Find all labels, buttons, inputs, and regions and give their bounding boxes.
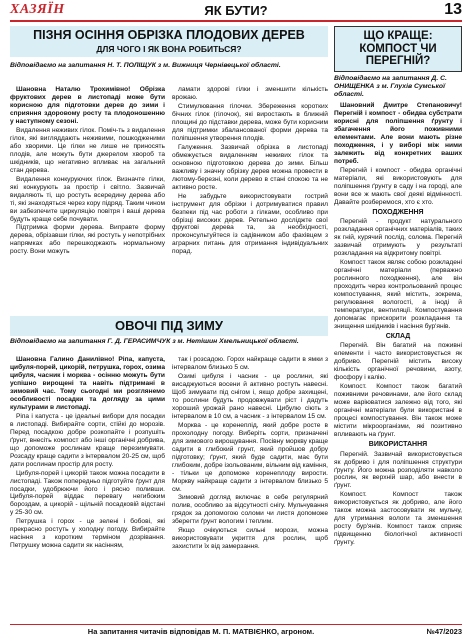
article2-title: ОВОЧІ ПІД ЗИМУ [10, 316, 328, 336]
page-footer [10, 624, 462, 638]
article1-para: ламати здорові гілки і зменшити кількість врожаю. [172, 86, 328, 101]
article1-para: Не забудьте використовувати гострий інструмент для обрізки і дотримуватися правил безпеки під час роботи з гілками, особливо при обрізці високих дерев. Ретельно досліджте свої фруктові дерева та, за необхідності, проконсультуйтеся із садівником або фахівцем з аграрних питань для отримання індивідуальних порад. [172, 192, 328, 256]
article2-para: Шановна Галино Данилівно! Ріпа, капуста, цибуля-порей, цикорій, петрушка, горох, озима цибуля, часник і морква - осінню можуть бути успішно вирощені та навіть підтримані в зимовий час. Тому сьогодні ми розглянемо особливості посадки та догляду за цими культурами в листопаді. [10, 356, 165, 411]
sidebar-para: Компост. Компост також багатий поживними речовинами, але його склад може варіюватися залежно від того, які органічні матеріали були використані в процесі компостування. Він також може містити мікроорганізми, які позитивно впливають на ґрунт. [334, 383, 462, 439]
masthead: ХАЗЯЇН [10, 2, 65, 17]
sidebar-article [334, 26, 462, 622]
article1-title: ПІЗНЯ ОСІННЯ ОБРІЗКА ПЛОДОВИХ ДЕРЕВ [33, 28, 305, 42]
page-header [10, 0, 462, 22]
issue-number: №47/2023 [426, 627, 462, 636]
article2-col2 [172, 356, 328, 620]
article1-col2 [172, 86, 328, 310]
sidebar-heading-origin: ПОХОДЖЕННЯ [372, 208, 424, 216]
article1-subtitle: ДЛЯ ЧОГО І ЯК ВОНА РОБИТЬСЯ? [96, 43, 242, 54]
article2-para: Озимі цибуля і часник - це рослини, які висаджуються восени й активно ростуть навесні. Щоб зимувати під снігом і, якщо добре захищені, то рослини будуть продовжувати ріст і дадуть хороший урожай рано навесні. Цибулю сіють з інтервалом в 10 см, а часник - з інтервалом 15 см. [172, 372, 328, 420]
sidebar-heading-usage: ВИКОРИСТАННЯ [368, 441, 428, 449]
article1-para: Галуження. Зазвичай обрізка в листопаді обмежується видаленням неживих гілок та основною підготовкою дерева до зими. Більш важливу і значну обрізку дерев можна провести в лютому-березні, коли дерево в стані спокою та не активно росте. [172, 143, 328, 191]
sidebar-title-block [334, 26, 462, 72]
article1-para: Видалення конкуруючих гілок. Визначте гілки, які конкурують за простір і світло. Зазвичай видаляють ті, що ростуть всередину дерева або ті, які знаходяться через кору підряд. Таким чином ви забезпечите циркуляцію повітря і ваші дерева будуть краще себе почувати. [10, 175, 165, 223]
article1-byline: Відповідаємо на запитання Н. Т. ПОЛІЩУК з м. Вижниця Чернівецької області. [10, 62, 281, 69]
article1-para: Підтримка форми дерева. Виправте форму дерева, обрізавши гілки, які ростуть у непотрібних напрямках або перешкоджають нормальному росту. Вони можуть [10, 224, 165, 256]
article2-para: Зимовий догляд включає в себе регулярний полив, особливо за відсутності снігу. Мульчування грядок за допомогою соломи чи листя допоможе зберегти ґрунт вологим і теплим. [172, 494, 328, 526]
section-title: ЯК БУТИ? [204, 2, 268, 18]
sidebar-body [334, 102, 462, 620]
article1-para: Стимулювання гілочки. Збереження коротких бічних гілок (гілочок), які виростають в ближній площині до підставки дерева, може бути корисним для підтримки збалансованої форми дерева та поліпшення утворення плодів. [172, 102, 328, 142]
sidebar-para: Перегній - продукт натурального розкладання органічних матеріалів, таких як гній, курячий послід, солома. Перегній зазвичай отримують у результаті розкладання на відкритому повітрі. [334, 218, 462, 258]
sidebar-byline: Відповідаємо на запитання Д. С. ОНИЩЕНКА з м. Глухів Сумської області. [334, 74, 447, 99]
article2-para: Морква - це коренеплід, який добре росте в прохолодну погоду. Виберіть сорти, призначені для зимового вирощування. Посівну моркву краще садити в глибокий грунт, який пройшов добру підготовку; ґрунт, який буде садити, має бути глибоким, добре ізольованим, вільним від каміння, - тільки це допоможе коренеплоду вирости. Моркву найкраще садити з інтервалом близько 5 см. [172, 421, 328, 493]
article1-col1 [10, 86, 165, 310]
sidebar-para: Перегній. Зазвичай використовується як добриво і для поліпшення структури ґрунту. Його можна розподіляти навколо рослин, як верхній шар, або внести в ґрунт. [334, 450, 462, 490]
article2-para: так і розсадою. Горох найкраще садити в ямки з інтервалом близько 5 см. [172, 356, 328, 371]
article2-byline: Відповідаємо на запитання Г. Д. ГЕРАСИМЧУК з м. Нетішин Хмельницької області. [10, 338, 299, 345]
article2-para: Якщо очікуються сильні морози, можна використовувати укриття для рослин, щоб захистити їх від замерзання. [172, 527, 328, 551]
article2-para: Цибуля-порей і цикорій також можна посадити в листопаді. Також попередньо підготуйте ґрунт для посадки, удобрюючи його і рясно поливши. Цибуля-порей віддає перевагу негибоким бороздам, а цикорій - щільній посадковій відстані у 25-30 см. [10, 469, 165, 517]
sidebar-title: ЩО КРАЩЕ: КОМПОСТ ЧИ ПЕРЕГНІЙ? [359, 30, 437, 68]
article1-para: Шановна Наталю Трохимівно! Обрізка фруктових дерев в листопаді може бути корисною для підготовки дерев до зими і сприяння здоровому росту та плодоношенню у наступному сезоні. [10, 86, 165, 125]
article2-para: Петрушка і горох - це зелені і бобові, які прекрасно ростуть у холодну погоду. Вибирайте насіння з коротким терміном дозрівання. Петрушку можна садити як насінням, [10, 518, 165, 550]
article1-title-block [10, 26, 328, 57]
sidebar-para: Компост. Компост також використовується як добриво, але його також можна застосовувати як мульчу, для утримання вологи та зменшення росту бур'янів. Компост також сприяє підвищенню біологічної активності ґрунту. [334, 491, 462, 547]
footer-credit: На запитання читачів відповідав М. П. МАТВІЄНКО, агроном. [87, 627, 315, 636]
page-number: 13 [444, 1, 462, 18]
sidebar-para: Перегній. Він багатий на поживні елементи і часто використовується як добриво. Перегній містить високу кількість органічної речовини, азоту, фосфору і калію. [334, 342, 462, 382]
article2-col1 [10, 356, 165, 620]
article2-para: Ріпа і капуста - це ідеальні вибори для посадки в листопаді. Вибирайте сорти, стійкі до морозів. Перед посадкою добре розкопайте і розпушіть ґрунт, внесіть компост або інші органічні добрива, що допоможе рослинам краще перезимувати. Розсаду краще садити з інтервалом 20-25 см, щоб дати рослинам простір для росту. [10, 412, 165, 468]
sidebar-para: Перегній і компост - обидва органічні матеріали, які використовують для поліпшення ґрунту в саду і на городі, але вони все ж мають свої деякі відмінності. Давайте розберемося, хто є хто. [334, 167, 462, 207]
sidebar-heading-composition: СКЛАД [385, 333, 411, 341]
sidebar-para: Шановний Дмитре Степановичу! Перегній і компост - обидва субстрати корисні для поліпшення ґрунту і збагачення його поживними елементами. Але вони мають різне походження, і у виборі між ними залежить від конкретних ваших потреб. [334, 102, 462, 166]
sidebar-para: Компост також являє собою розкладені органічні матеріали (перважно рослинного походження), але він проходить через контрольований процес компостування, який містить, зокрема, регулювання вологості, а іноді й температури, вентиляції. Компостування допомагає прискорити розкладання та знищення шкідників і насіння бур'янів. [334, 259, 462, 331]
article1-para: Видалення неживих гілок. Поміч-ть з видалення гілок, які вигляддають неживими, пошкодженими або хворими. Це гілки не лише не приносять плодів, але можуть бути джерелом хвороб та шкідників, що негативно впливає на загальний стан дерева. [10, 126, 165, 174]
content-grid [10, 26, 462, 622]
